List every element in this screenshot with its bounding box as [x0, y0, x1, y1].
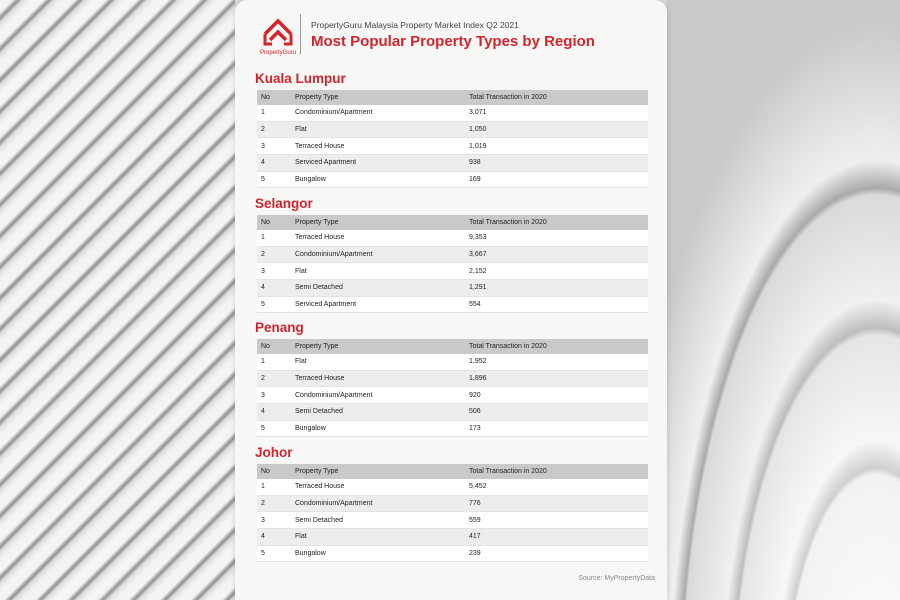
property-table — [257, 464, 648, 562]
table-row — [257, 296, 648, 313]
cell-type: Flat — [291, 354, 465, 370]
table-row — [257, 420, 648, 437]
cell-type: Terraced House — [291, 138, 465, 155]
cell-type: Terraced House — [291, 230, 465, 246]
cell-no: 2 — [257, 246, 291, 263]
background-left-photo — [0, 0, 235, 600]
table-row — [257, 246, 648, 263]
cell-type: Flat — [291, 529, 465, 546]
cell-type: Semi Detached — [291, 280, 465, 297]
cell-no: 1 — [257, 354, 291, 370]
cell-total: 1,291 — [465, 280, 648, 297]
cell-no: 2 — [257, 370, 291, 387]
table-header-row — [257, 215, 648, 230]
table-header-row — [257, 464, 648, 479]
cell-total: 2,152 — [465, 263, 648, 280]
table-row — [257, 105, 648, 121]
table-row — [257, 545, 648, 562]
cell-type: Flat — [291, 263, 465, 280]
cell-type: Terraced House — [291, 479, 465, 495]
table-row — [257, 155, 648, 172]
house-logo-icon — [251, 12, 305, 52]
cell-total: 173 — [465, 420, 648, 437]
background-right-photo — [667, 0, 900, 600]
table-row — [257, 230, 648, 246]
cell-type: Semi Detached — [291, 512, 465, 529]
cell-no: 1 — [257, 479, 291, 495]
table-header-row — [257, 339, 648, 354]
cell-no: 3 — [257, 387, 291, 404]
table-row — [257, 171, 648, 188]
table-row — [257, 512, 648, 529]
cell-total: 3,667 — [465, 246, 648, 263]
cell-type: Condominium/Apartment — [291, 387, 465, 404]
column-header-total: Total Transaction in 2020 — [465, 215, 648, 230]
column-header-no: No — [257, 339, 291, 354]
cell-no: 4 — [257, 155, 291, 172]
table-row — [257, 280, 648, 297]
cell-type: Condominium/Apartment — [291, 495, 465, 512]
column-header-no: No — [257, 90, 291, 105]
cell-total: 1,952 — [465, 354, 648, 370]
cell-no: 4 — [257, 280, 291, 297]
column-header-total: Total Transaction in 2020 — [465, 464, 648, 479]
cell-total: 5,452 — [465, 479, 648, 495]
cell-total: 417 — [465, 529, 648, 546]
propertyguru-logo — [251, 12, 305, 60]
cell-no: 1 — [257, 230, 291, 246]
infographic-card — [235, 0, 667, 600]
page-subtitle: PropertyGuru Malaysia Property Market Index Q2 2021 — [311, 20, 519, 30]
table-row — [257, 387, 648, 404]
source-note: Source: MyPropertyData — [578, 575, 655, 582]
page-title: Most Popular Property Types by Region — [311, 33, 595, 50]
column-header-total: Total Transaction in 2020 — [465, 90, 648, 105]
cell-total: 554 — [465, 296, 648, 313]
region-section — [255, 444, 655, 562]
cell-type: Flat — [291, 121, 465, 138]
table-row — [257, 479, 648, 495]
cell-no: 5 — [257, 171, 291, 188]
cell-no: 2 — [257, 121, 291, 138]
logo-wordmark: PropertyGuru — [259, 50, 296, 56]
cell-no: 1 — [257, 105, 291, 121]
region-section — [255, 195, 655, 313]
cell-total: 938 — [465, 155, 648, 172]
table-row — [257, 370, 648, 387]
region-heading: Penang — [255, 320, 304, 335]
cell-total: 9,353 — [465, 230, 648, 246]
table-row — [257, 121, 648, 138]
column-header-type: Property Type — [291, 464, 465, 479]
column-header-total: Total Transaction in 2020 — [465, 339, 648, 354]
cell-type: Semi Detached — [291, 404, 465, 421]
cell-type: Bungalow — [291, 171, 465, 188]
cell-no: 2 — [257, 495, 291, 512]
cell-type: Terraced House — [291, 370, 465, 387]
region-heading: Selangor — [255, 196, 313, 211]
header-divider — [300, 14, 301, 54]
table-row — [257, 529, 648, 546]
cell-total: 1,019 — [465, 138, 648, 155]
cell-total: 1,896 — [465, 370, 648, 387]
region-heading: Johor — [255, 445, 293, 460]
cell-type: Serviced Apartment — [291, 155, 465, 172]
table-header-row — [257, 90, 648, 105]
cell-total: 920 — [465, 387, 648, 404]
column-header-type: Property Type — [291, 215, 465, 230]
cell-type: Bungalow — [291, 420, 465, 437]
cell-no: 5 — [257, 420, 291, 437]
cell-total: 506 — [465, 404, 648, 421]
cell-total: 169 — [465, 171, 648, 188]
cell-no: 3 — [257, 512, 291, 529]
column-header-no: No — [257, 464, 291, 479]
property-table — [257, 215, 648, 313]
cell-no: 3 — [257, 263, 291, 280]
cell-type: Condominium/Apartment — [291, 105, 465, 121]
cell-no: 4 — [257, 529, 291, 546]
cell-type: Condominium/Apartment — [291, 246, 465, 263]
column-header-type: Property Type — [291, 339, 465, 354]
region-heading: Kuala Lumpur — [255, 71, 346, 86]
cell-no: 4 — [257, 404, 291, 421]
column-header-type: Property Type — [291, 90, 465, 105]
cell-total: 776 — [465, 495, 648, 512]
table-row — [257, 495, 648, 512]
cell-total: 239 — [465, 545, 648, 562]
cell-total: 1,050 — [465, 121, 648, 138]
cell-no: 5 — [257, 296, 291, 313]
cell-total: 559 — [465, 512, 648, 529]
column-header-no: No — [257, 215, 291, 230]
table-row — [257, 404, 648, 421]
table-row — [257, 138, 648, 155]
property-table — [257, 339, 648, 437]
cell-type: Bungalow — [291, 545, 465, 562]
region-section — [255, 319, 655, 437]
header — [235, 8, 667, 66]
cell-type: Serviced Apartment — [291, 296, 465, 313]
table-row — [257, 263, 648, 280]
cell-total: 3,071 — [465, 105, 648, 121]
cell-no: 3 — [257, 138, 291, 155]
property-table — [257, 90, 648, 188]
table-row — [257, 354, 648, 370]
region-section — [255, 70, 655, 188]
cell-no: 5 — [257, 545, 291, 562]
